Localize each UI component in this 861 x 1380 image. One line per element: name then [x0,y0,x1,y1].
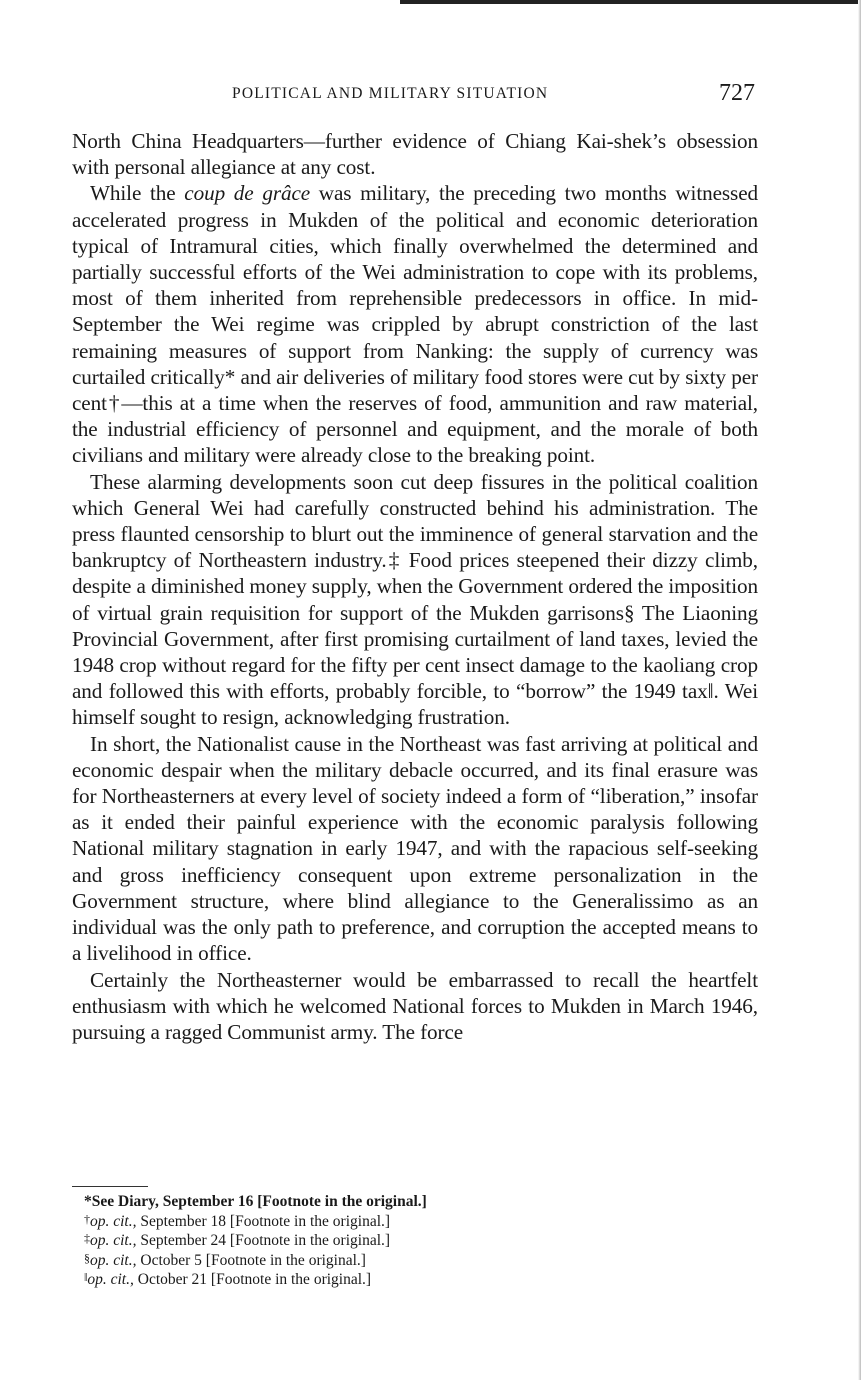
page-number: 727 [719,80,755,106]
footnote-source: op. cit., [90,1232,137,1250]
paragraph-4: In short, the Nationalist cause in the Northeast was fast arriving at political and economic despair when the military debacle occurred, and its final erasure was for Northeasterners at every level of society indeed a form of “liberation,” insofar as it ended their painful experience with the economic paralysis following National military stagnation in early 1947, and with the rapacious self-seeking and gross inefficiency consequent upon extreme personalization in the Government structure, where blind allegiance to the Generalissimo as an individual was the only path to preference, and corruption the accepted means to a livelihood in office. [72,731,758,966]
footnote-source: op. cit., [90,1212,137,1230]
paragraph-2-start: While the [90,181,185,206]
footnote-mark: ‡ [84,1231,90,1246]
running-head: POLITICAL AND MILITARY SITUATION [232,85,549,102]
footnote-mark: § [84,1250,90,1265]
scan-edge-top [400,0,861,4]
footnote-source: op. cit., [90,1251,137,1269]
footnote-mark: † [84,1211,90,1226]
footnote-rule [72,1186,148,1187]
footnote-text: September 18 [Footnote in the original.] [136,1212,391,1230]
footnote-1 [84,1193,644,1211]
paragraph-2-italic-phrase: coup de grâce [184,181,311,206]
paragraph-2 [72,180,758,468]
footnote-mark: ‖ [84,1270,88,1285]
footnote-text: September 24 [Footnote in the original.] [136,1232,391,1250]
footnote-2 [84,1211,644,1231]
footnote-4 [84,1250,644,1270]
body-text [72,128,758,1045]
footnote-5 [84,1269,644,1289]
paragraph-1: North China Headquarters—further evidence of Chiang Kai-shek’s obsession with personal allegiance at any cost. [72,129,758,180]
footnotes [84,1193,644,1289]
paragraph-3: These alarming developments soon cut deep fissures in the political coalition which General Wei had carefully constructed behind his administration. The press flaunted censorship to blurt out the imminence of general starvation and the bankruptcy of Northeastern industry.‡ Food prices steepened their dizzy climb, despite a diminished money supply, when the Government ordered the imposition of virtual grain requisition for support of the Mukden garrisons§ The Liaoning Provincial Government, after first promising curtailment of land taxes, levied the 1948 crop without regard for the fifty per cent insect damage to the kaoliang crop and followed this with efforts, probably forcible, to “borrow” the 1949 tax‖. Wei himself sought to resign, acknowledging frustration. [72,469,758,730]
footnote-text: October 21 [Footnote in the original.] [133,1271,372,1289]
footnote-text: See Diary, September 16 [Footnote in the original.] [91,1193,427,1210]
footnote-mark: * [84,1193,92,1210]
paragraph-2-rest: was military, the preceding two months witnessed accelerated progress in Mukden of the political and economic deterioration typical of Intramural cities, which finally overwhelmed the determined and partially successful efforts of the Wei administration to cope with its problems, most of them inherited from reprehensible predecessors in office. In mid-September the Wei regime was crippled by abrupt constriction of the last remaining measures of support from Nanking: the supply of currency was curtailed critically* and air deliveries of military food stores were cut by sixty per cent†—this at a time when the reserves of food, ammunition and raw material, the industrial efficiency of personnel and equipment, and the morale of both civilians and military were already close to the breaking point. [72,181,758,468]
footnote-3 [84,1230,644,1250]
paragraph-5: Certainly the Northeasterner would be embarrassed to recall the heartfelt enthusiasm with which he welcomed National forces to Mukden in March 1946, pursuing a ragged Communist army. The force [72,967,758,1044]
footnote-source: op. cit., [87,1271,134,1289]
footnote-text: October 5 [Footnote in the original.] [136,1251,366,1269]
